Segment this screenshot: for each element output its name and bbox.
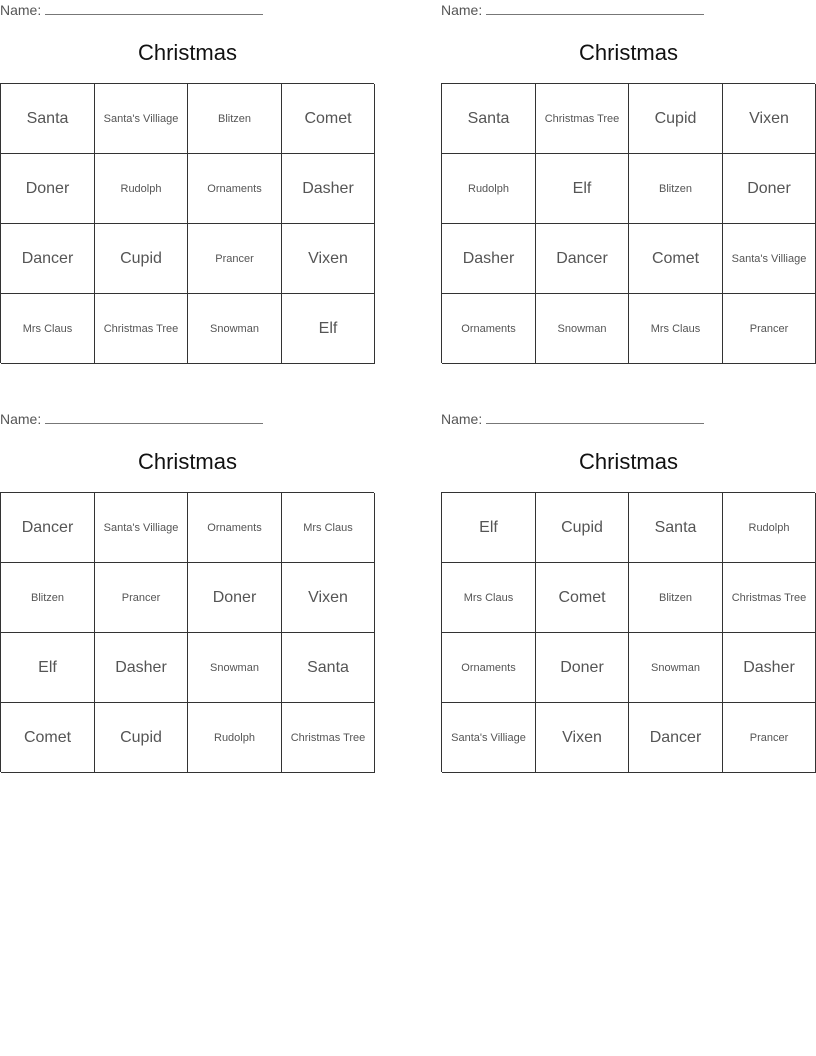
- bingo-cell[interactable]: Mrs Claus: [442, 563, 536, 633]
- card-title: Christmas: [137, 449, 237, 474]
- bingo-cell[interactable]: Snowman: [629, 633, 723, 703]
- name-blank[interactable]: [45, 411, 263, 424]
- bingo-cell[interactable]: Dasher: [95, 633, 188, 703]
- bingo-cell[interactable]: Blitzen: [629, 563, 723, 633]
- bingo-cell[interactable]: Doner: [723, 154, 816, 224]
- bingo-grid: [0, 492, 374, 772]
- name-line: [0, 411, 263, 427]
- bingo-cell[interactable]: Santa: [1, 84, 95, 154]
- bingo-cell[interactable]: Christmas Tree: [723, 563, 816, 633]
- bingo-cell[interactable]: Santa's Villiage: [95, 84, 188, 154]
- bingo-cell[interactable]: Comet: [282, 84, 375, 154]
- name-label: Name:: [0, 411, 42, 427]
- bingo-cell[interactable]: Santa's Villiage: [723, 224, 816, 294]
- bingo-grid: [441, 83, 815, 363]
- bingo-cell[interactable]: Dancer: [536, 224, 629, 294]
- card-title: Christmas: [578, 449, 678, 474]
- card-title: Christmas: [578, 40, 678, 65]
- card-title: Christmas: [137, 40, 237, 65]
- bingo-cell[interactable]: Cupid: [95, 224, 188, 294]
- name-blank[interactable]: [45, 2, 263, 15]
- bingo-cell[interactable]: Comet: [536, 563, 629, 633]
- bingo-grid: [441, 492, 815, 772]
- bingo-cell[interactable]: Christmas Tree: [536, 84, 629, 154]
- bingo-cell[interactable]: Elf: [442, 493, 536, 563]
- bingo-cell[interactable]: Santa: [282, 633, 375, 703]
- bingo-cell[interactable]: Elf: [1, 633, 95, 703]
- bingo-cell[interactable]: Snowman: [188, 633, 282, 703]
- bingo-cell[interactable]: Comet: [1, 703, 95, 773]
- bingo-cell[interactable]: Vixen: [282, 224, 375, 294]
- bingo-cell[interactable]: Ornaments: [442, 294, 536, 364]
- bingo-cell[interactable]: Comet: [629, 224, 723, 294]
- bingo-cell[interactable]: Rudolph: [188, 703, 282, 773]
- bingo-cell[interactable]: Snowman: [536, 294, 629, 364]
- bingo-cell[interactable]: Blitzen: [188, 84, 282, 154]
- name-line: [0, 2, 263, 18]
- name-blank[interactable]: [486, 2, 704, 15]
- bingo-cell[interactable]: Dasher: [282, 154, 375, 224]
- bingo-cell[interactable]: Vixen: [536, 703, 629, 773]
- bingo-cell[interactable]: Vixen: [723, 84, 816, 154]
- name-line: [441, 2, 704, 18]
- name-label: Name:: [441, 2, 483, 18]
- name-blank[interactable]: [486, 411, 704, 424]
- bingo-cell[interactable]: Santa: [442, 84, 536, 154]
- bingo-cell[interactable]: Dancer: [1, 224, 95, 294]
- bingo-cell[interactable]: Santa: [629, 493, 723, 563]
- bingo-cell[interactable]: Blitzen: [1, 563, 95, 633]
- bingo-cell[interactable]: Vixen: [282, 563, 375, 633]
- bingo-cell[interactable]: Doner: [1, 154, 95, 224]
- bingo-cell[interactable]: Blitzen: [629, 154, 723, 224]
- bingo-cell[interactable]: Snowman: [188, 294, 282, 364]
- bingo-cell[interactable]: Mrs Claus: [1, 294, 95, 364]
- bingo-cell[interactable]: Elf: [282, 294, 375, 364]
- bingo-cell[interactable]: Christmas Tree: [95, 294, 188, 364]
- bingo-cell[interactable]: Prancer: [188, 224, 282, 294]
- name-label: Name:: [441, 411, 483, 427]
- bingo-cell[interactable]: Mrs Claus: [282, 493, 375, 563]
- bingo-cell[interactable]: Cupid: [629, 84, 723, 154]
- bingo-cell[interactable]: Prancer: [723, 294, 816, 364]
- bingo-cell[interactable]: Ornaments: [442, 633, 536, 703]
- bingo-cell[interactable]: Mrs Claus: [629, 294, 723, 364]
- bingo-cell[interactable]: Prancer: [95, 563, 188, 633]
- bingo-cell[interactable]: Rudolph: [442, 154, 536, 224]
- name-label: Name:: [0, 2, 42, 18]
- bingo-cell[interactable]: Rudolph: [723, 493, 816, 563]
- bingo-cell[interactable]: Doner: [536, 633, 629, 703]
- bingo-cell[interactable]: Christmas Tree: [282, 703, 375, 773]
- bingo-cell[interactable]: Dasher: [723, 633, 816, 703]
- bingo-cell[interactable]: Santa's Villiage: [95, 493, 188, 563]
- bingo-cell[interactable]: Cupid: [95, 703, 188, 773]
- bingo-cell[interactable]: Doner: [188, 563, 282, 633]
- bingo-grid: [0, 83, 374, 363]
- bingo-cell[interactable]: Dancer: [629, 703, 723, 773]
- name-line: [441, 411, 704, 427]
- bingo-cell[interactable]: Santa's Villiage: [442, 703, 536, 773]
- bingo-cell[interactable]: Ornaments: [188, 154, 282, 224]
- bingo-cell[interactable]: Ornaments: [188, 493, 282, 563]
- bingo-cell[interactable]: Cupid: [536, 493, 629, 563]
- bingo-cell[interactable]: Rudolph: [95, 154, 188, 224]
- bingo-cell[interactable]: Dancer: [1, 493, 95, 563]
- bingo-cell[interactable]: Dasher: [442, 224, 536, 294]
- bingo-cell[interactable]: Prancer: [723, 703, 816, 773]
- bingo-cell[interactable]: Elf: [536, 154, 629, 224]
